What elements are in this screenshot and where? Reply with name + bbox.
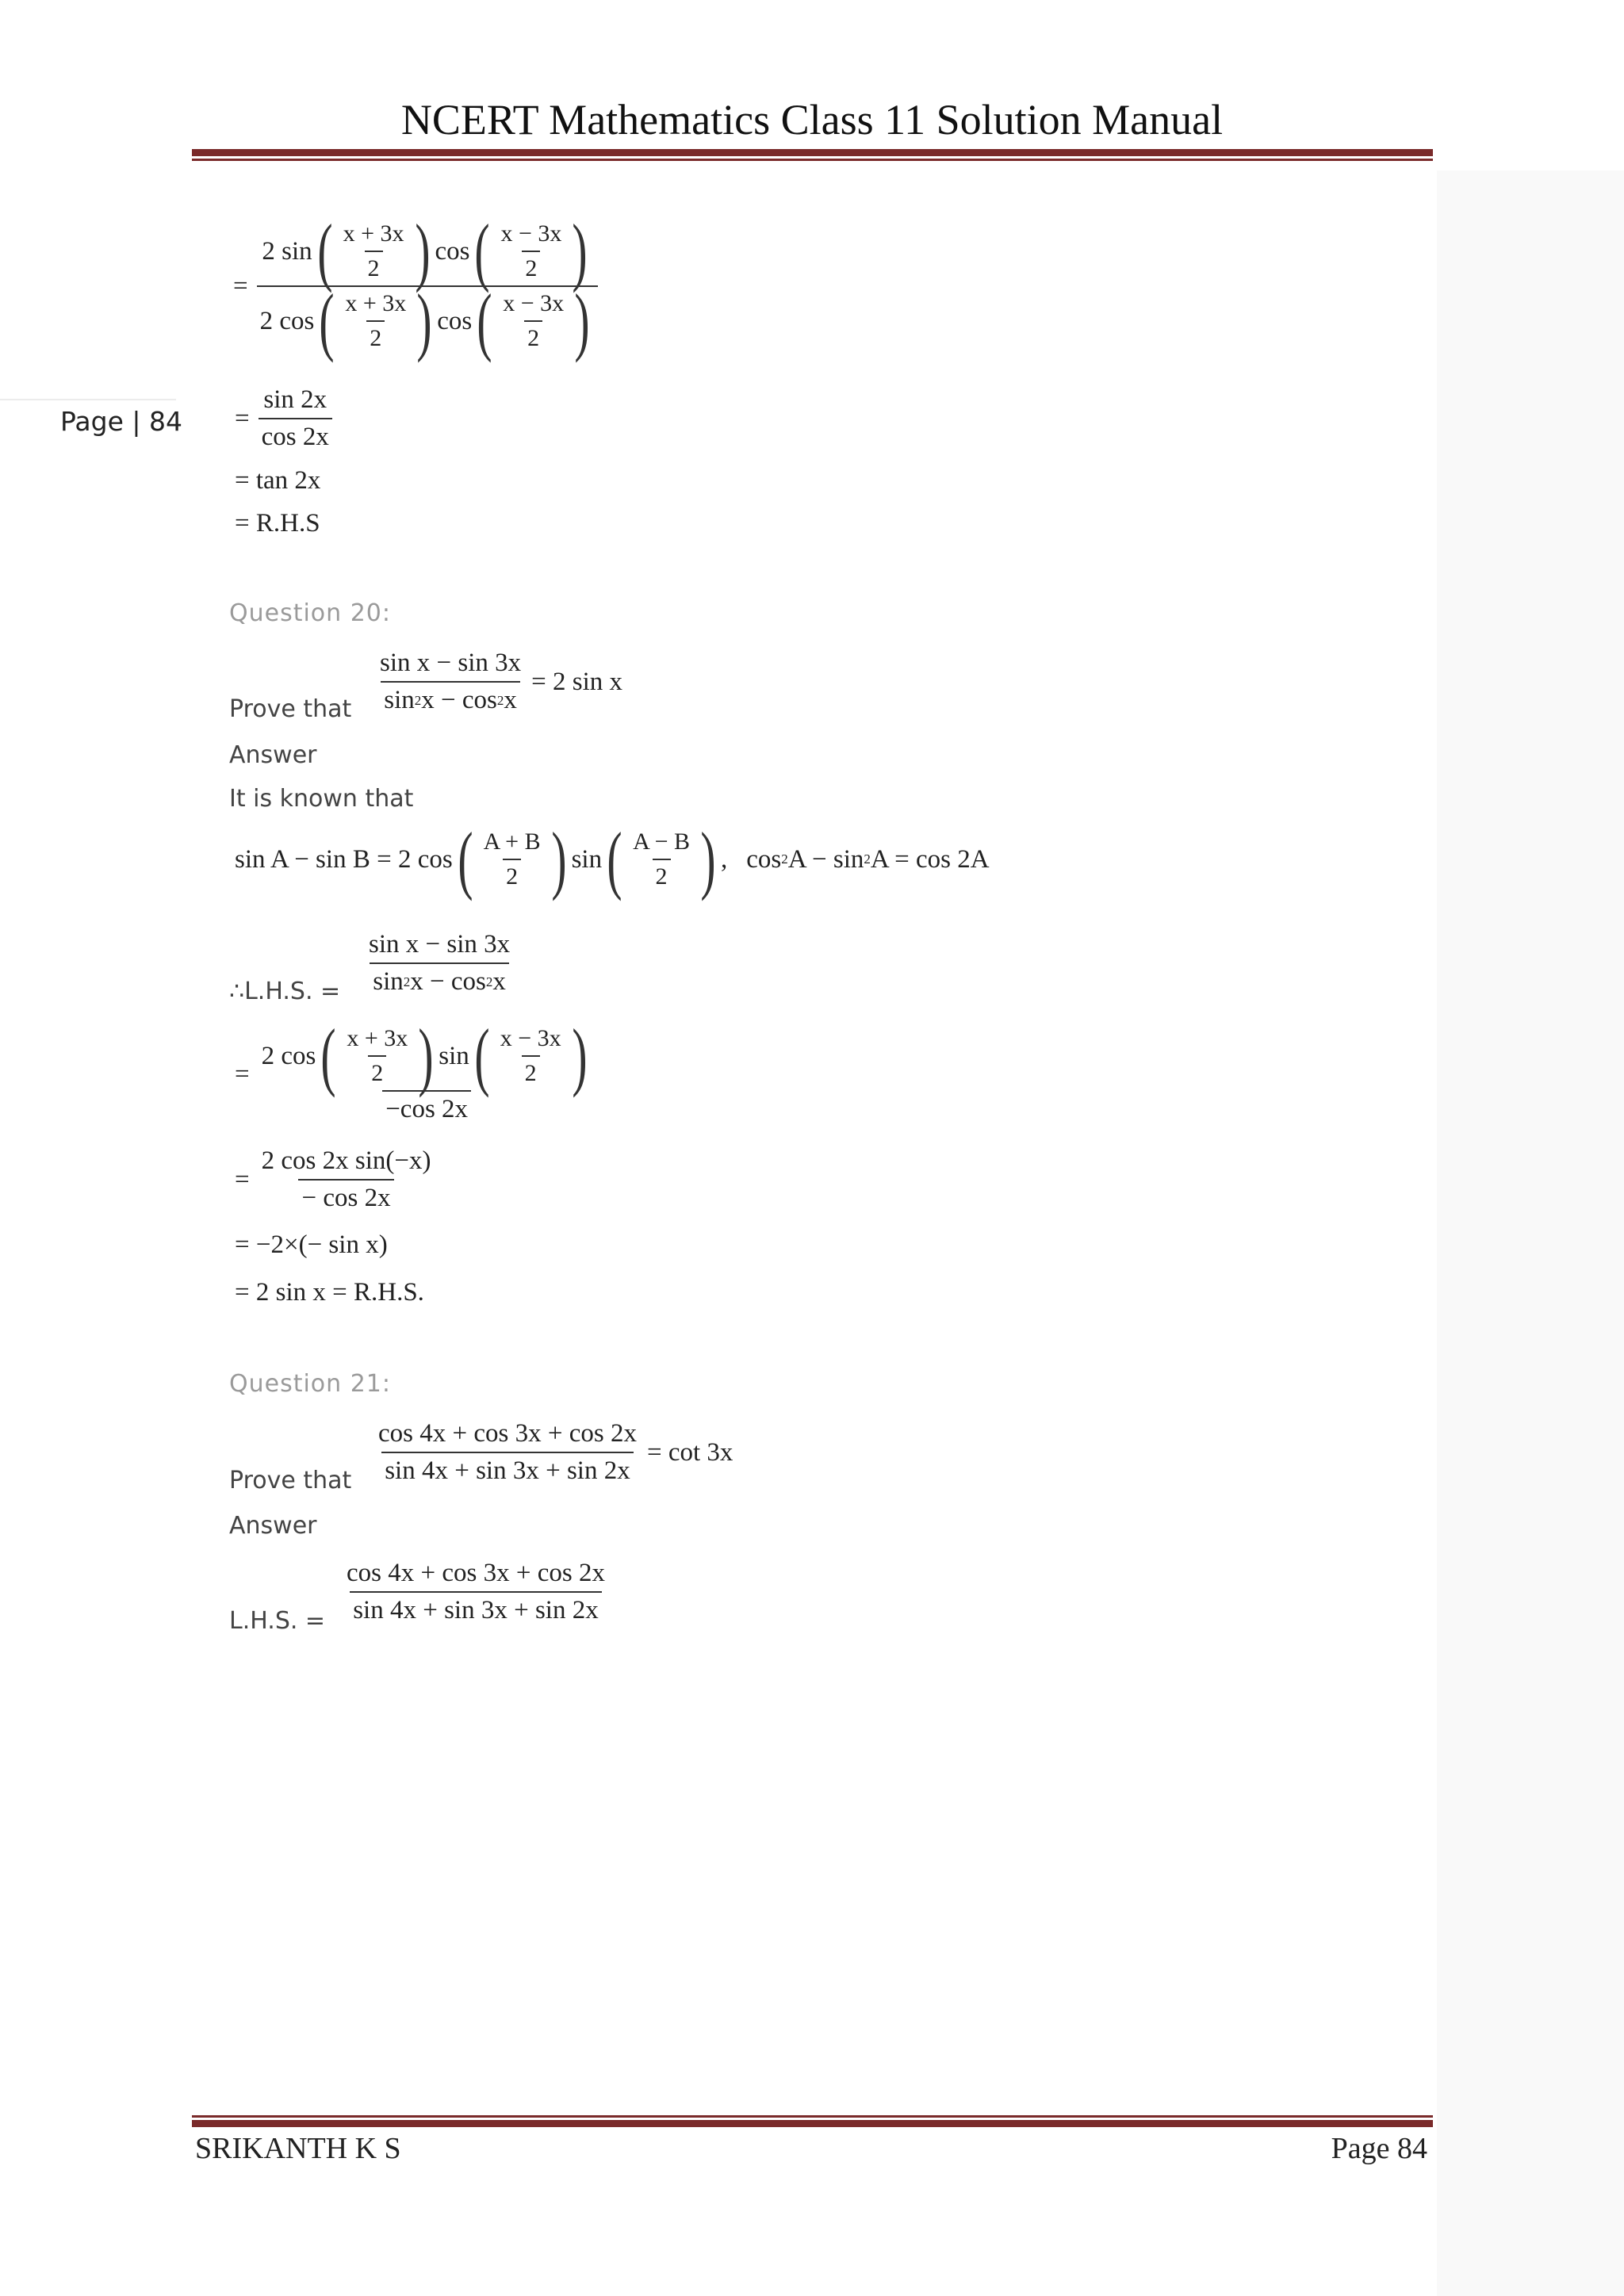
page-header-title: NCERT Mathematics Class 11 Solution Manual	[400, 96, 1224, 144]
page-edge-shade	[1437, 170, 1624, 2296]
q20-step1: = 2 cos ( $\frac{x + 3x}{2}$ ) sin ( $\frac{x - 3x}{2}$ ) −cos 2x	[235, 1012, 588, 1123]
q19-step3: = tan 2x	[235, 466, 321, 495]
q20-prove-label: Prove that	[229, 695, 352, 723]
q20-lhs-label: ∴L.H.S. =	[229, 978, 341, 1005]
q21-lhs-expression: $\frac{\cos 4x + \cos 3x + \cos 2x}{\sin 4x + \sin 3x + \sin 2x}$	[347, 1559, 605, 1624]
q20-known-label: It is known that	[229, 785, 414, 813]
q19-step2: = $\frac{\sin 2x}{\cos 2x}$	[235, 385, 335, 452]
q20-step2: = $\frac{\text{2 cos 2x sin(−x)}}{- \cos 2x}$	[235, 1146, 431, 1212]
q21-answer-label: Answer	[229, 1512, 317, 1540]
q21-lhs-label: L.H.S. =	[229, 1607, 326, 1635]
q20-lhs-expression: sin x − sin 3x sin 2 x − cos 2 x	[369, 930, 511, 996]
margin-divider	[0, 399, 176, 400]
q19-step4: = R.H.S	[235, 509, 320, 538]
q20-identities: sin A − sin B = 2 cos ( $\frac{A + B}{2}$ ) sin ( $\frac{A - B}{2}$ ) , cos 2 A − sin 2 A = cos 2A	[235, 816, 990, 901]
q20-step3: = −2×(− sin x)	[235, 1230, 388, 1259]
footer-rule	[192, 2115, 1433, 2127]
q20-step4: = 2 sin x = R.H.S.	[235, 1278, 424, 1307]
footer-author: SRIKANTH K S	[195, 2132, 401, 2165]
header-rule	[192, 149, 1433, 161]
q20-answer-label: Answer	[229, 741, 317, 769]
q19-step1: = 2 sin ( $\frac{x + 3x}{2}$ ) cos ( $\frac{x - 3x}{2}$ ) 2 cos ( $\frac{x + 3x}{2}$ ) cos ( $\frac{x - 3x}{2}$ )	[233, 220, 600, 352]
footer-page-number: Page 84	[1331, 2132, 1427, 2165]
q21-statement: $\frac{\cos 4x + \cos 3x + \cos 2x}{\sin 4x + \sin 3x + \sin 2x}$ = cot 3x	[378, 1419, 733, 1485]
question-20-heading: Question 20:	[229, 599, 391, 627]
q20-statement: sin x − sin 3x sin 2 x − cos 2 x = 2 sin x	[380, 649, 623, 714]
question-21-heading: Question 21:	[229, 1370, 391, 1398]
q21-prove-label: Prove that	[229, 1467, 352, 1494]
margin-page-number: Page | 84	[60, 406, 182, 437]
